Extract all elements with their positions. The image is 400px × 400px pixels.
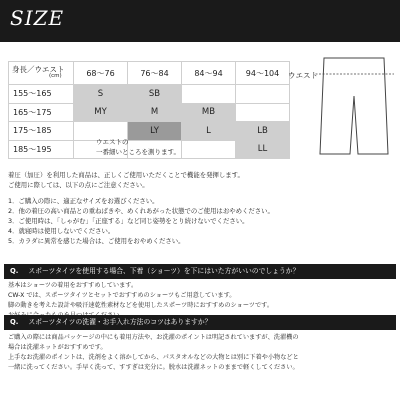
size-cell: MB xyxy=(182,103,236,122)
question-text: スポーツタイツの洗濯・お手入れ方法のコツはありますか？ xyxy=(28,318,212,326)
notes-item: 5．カラダに異常を感じた場合は、ご使用をおやめください。 xyxy=(8,237,185,245)
notes-item: 2．他の着圧の高い商品との重ねばきや、めくれあがった状態でのご使用はおやめください。 xyxy=(8,207,274,215)
answer-line: 基本はショーツの着用をおすすめしています。 xyxy=(8,282,138,289)
size-cell: L xyxy=(182,122,236,141)
size-cell: LB xyxy=(236,122,290,141)
answer-washing xyxy=(8,333,396,373)
answer-line: CW-X では、スポーツタイツとセットでおすすめのショーツもご用意しています。 xyxy=(8,292,236,299)
size-cell: LL xyxy=(236,140,290,159)
answer-line: 脚の動きを考えた設計や吸汗速乾性素材などを使用したスポーツ時におすすめのショーツです。 xyxy=(8,302,274,309)
question-bar-underwear xyxy=(4,264,396,279)
size-cell: M xyxy=(128,103,182,122)
waist-note: 一番細いところを測ります。 xyxy=(96,148,180,156)
row-header-height: 165〜175 xyxy=(9,103,74,122)
size-title: SIZE xyxy=(10,6,65,30)
size-cell: MY xyxy=(74,103,128,122)
size-cell: LY xyxy=(128,122,182,141)
size-cell xyxy=(182,85,236,104)
table-row xyxy=(9,103,290,122)
size-cell: SB xyxy=(128,85,182,104)
row-header-height: 175〜185 xyxy=(9,122,74,141)
waist-label: ウエスト xyxy=(288,71,318,80)
row-header-height: 155〜165 xyxy=(9,85,74,104)
notes-item: 3．ご使用時は、「しゃがむ」「正座する」など同じ姿勢をとり続けないでください。 xyxy=(8,217,249,225)
column-header-waist: 76〜84 xyxy=(128,62,182,85)
size-cell xyxy=(182,140,236,159)
size-chart-table xyxy=(8,61,290,159)
question-marker: Q. xyxy=(10,267,19,275)
notes-intro: 着圧（加圧）を利用した商品は、正しくご使用いただくことで機能を発揮します。 xyxy=(8,171,244,179)
column-header-waist: 84〜94 xyxy=(182,62,236,85)
notes-intro: ご使用に際しては、以下の点にご注意ください。 xyxy=(8,181,149,189)
answer-line: ご購入の際には商品パッケージの中にも着用方法や、お洗濯のポイントは明記されていますが、洗濯機の xyxy=(8,334,299,341)
size-header-bar xyxy=(0,0,400,42)
column-header-waist: 94〜104 xyxy=(236,62,290,85)
notes-item: 4．就寝時は使用しないでください。 xyxy=(8,227,115,235)
row-header-height: 185〜195 xyxy=(9,140,74,159)
table-row xyxy=(9,85,290,104)
question-bar-washing xyxy=(4,315,396,330)
table-corner-header xyxy=(9,62,74,85)
answer-line: 場合は洗濯ネットがおすすめです。 xyxy=(8,344,107,351)
tights-illustration xyxy=(314,56,394,156)
answer-line: 一緒に洗ってください。手早く洗って、すすぎは充分に。脱水は洗濯ネットのままで軽くしてください。 xyxy=(8,364,299,371)
corner-unit: (cm) xyxy=(49,73,62,79)
answer-line: 上手なお洗濯のポイントは、洗剤をよく溶かしてから、パスタオルなどの大物とは別に下着や小物などと xyxy=(8,354,299,361)
column-header-waist: 68〜76 xyxy=(74,62,128,85)
question-marker: Q. xyxy=(10,318,19,326)
notes-item: 1．ご購入の際に、適正なサイズをお選びください。 xyxy=(8,197,159,205)
waist-note: ウエストの xyxy=(96,138,129,146)
waist-diagram xyxy=(282,56,400,156)
size-cell: S xyxy=(74,85,128,104)
table-row xyxy=(9,122,290,141)
corner-label: 身長／ウエスト xyxy=(12,65,65,74)
question-text: スポーツタイツを使用する場合、下着（ショーツ）を下にはいた方がいいのでしょうか？ xyxy=(28,267,300,275)
usage-notes xyxy=(8,170,396,246)
